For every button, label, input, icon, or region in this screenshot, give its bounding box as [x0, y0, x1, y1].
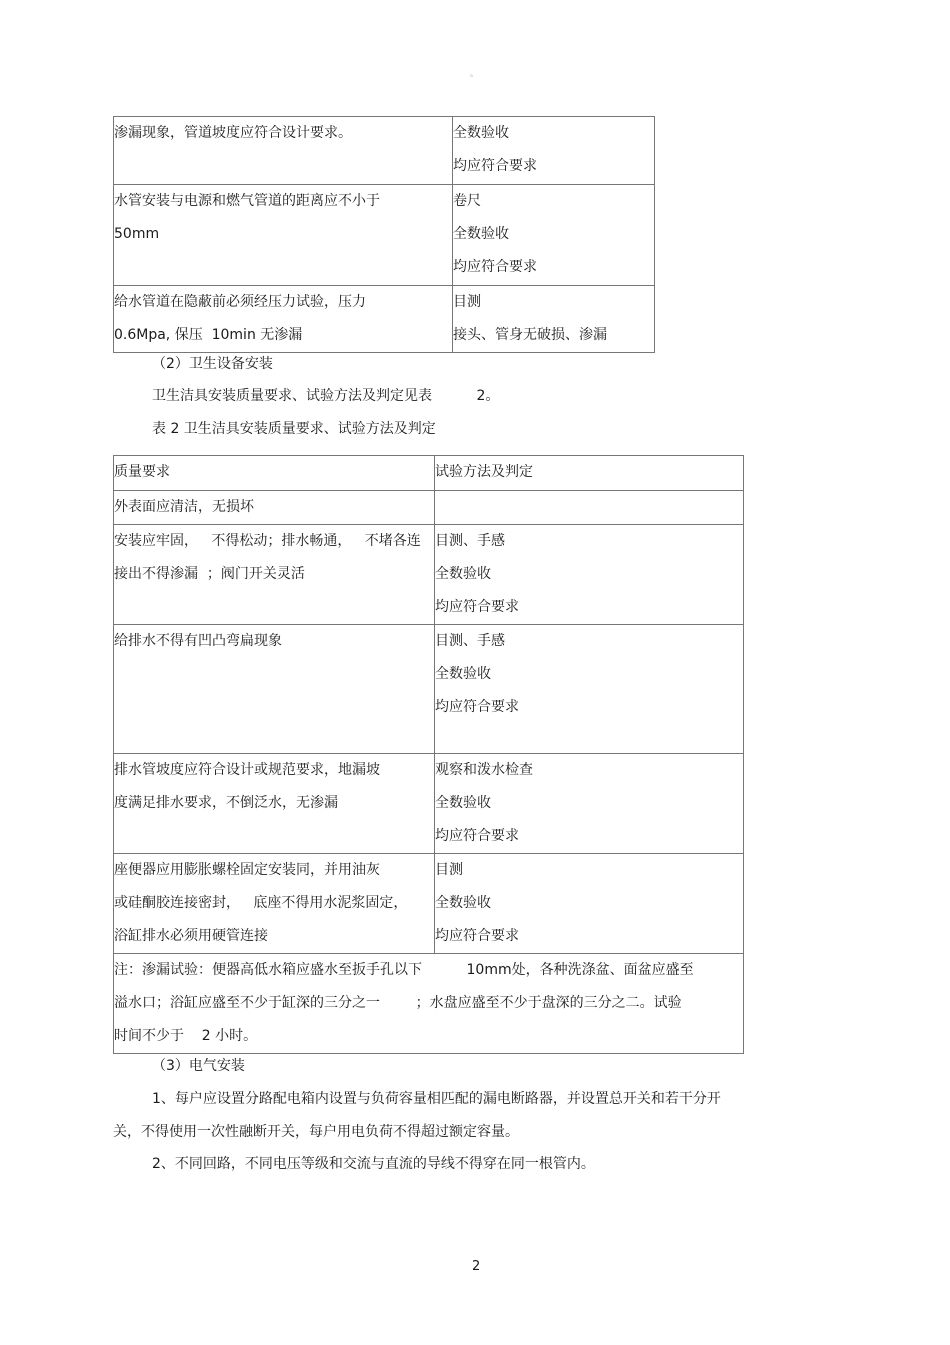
table-cell: 渗漏现象，管道坡度应符合设计要求。 [114, 117, 453, 185]
table-row [114, 854, 744, 954]
table-cell: 安装应牢固， 不得松动；排水畅通， 不堵各连 接出不得渗漏 ；阀门开关灵活 [114, 525, 435, 625]
section-heading: （2）卫生设备安装 [152, 356, 273, 372]
column-header: 试验方法及判定 [435, 456, 744, 491]
table-row [114, 117, 655, 185]
table-row [114, 754, 744, 854]
table-cell: 目测 全数验收 均应符合要求 [435, 854, 744, 954]
table-row [114, 491, 744, 525]
table-cell: 给水管道在隐蔽前必须经压力试验，压力 0.6Mpa, 保压 10min 无渗漏 [114, 286, 453, 353]
header-mark: 。 [470, 69, 478, 78]
table-note: 注：渗漏试验：便器高低水箱应盛水至扳手孔以下 10mm处，各种洗涤盆、面盆应盛至 溢水口；浴缸应盛至不少于缸深的三分之一 ；水盘应盛至不少于盘深的三分之二。试验 时间不少于 2 小时。 [114, 954, 744, 1054]
table-sanitary-fixtures [113, 455, 744, 1054]
table-cell: 目测、手感 全数验收 均应符合要求 [435, 625, 744, 754]
page-number: 2 [472, 1259, 481, 1274]
table-cell: 排水管坡度应符合设计或规范要求，地漏坡 度满足排水要求，不倒泛水，无渗漏 [114, 754, 435, 854]
table-cell: 全数验收 均应符合要求 [453, 117, 655, 185]
paragraph: 关，不得使用一次性融断开关，每户用电负荷不得超过额定容量。 [113, 1124, 519, 1140]
table-row [114, 625, 744, 754]
table-cell: 外表面应清洁，无损坏 [114, 491, 435, 525]
table-row [114, 525, 744, 625]
table-pipe-installation [113, 116, 655, 353]
table-note-row [114, 954, 744, 1054]
table-cell: 座便器应用膨胀螺栓固定安装同，并用油灰 或硅酮胶连接密封， 底座不得用水泥浆固定， 浴缸排水必须用硬管连接 [114, 854, 435, 954]
table-cell: 观察和泼水检查 全数验收 均应符合要求 [435, 754, 744, 854]
table-row [114, 185, 655, 286]
table-cell: 给排水不得有凹凸弯扁现象 [114, 625, 435, 754]
table-row [114, 286, 655, 353]
paragraph: 1、每户应设置分路配电箱内设置与负荷容量相匹配的漏电断路器，并设置总开关和若干分开 [152, 1091, 721, 1107]
table-cell: 水管安装与电源和燃气管道的距离应不小于 50mm [114, 185, 453, 286]
table-cell: 目测 接头、管身无破损、渗漏 [453, 286, 655, 353]
column-header: 质量要求 [114, 456, 435, 491]
table-header-row [114, 456, 744, 491]
paragraph: 卫生洁具安装质量要求、试验方法及判定见表 2。 [152, 388, 500, 404]
section-heading: （3）电气安装 [152, 1058, 245, 1074]
table-cell: 目测、手感 全数验收 均应符合要求 [435, 525, 744, 625]
table-cell [435, 491, 744, 525]
paragraph: 2、不同回路，不同电压等级和交流与直流的导线不得穿在同一根管内。 [152, 1156, 595, 1172]
table-caption: 表 2 卫生洁具安装质量要求、试验方法及判定 [152, 421, 436, 437]
table-cell: 卷尺 全数验收 均应符合要求 [453, 185, 655, 286]
